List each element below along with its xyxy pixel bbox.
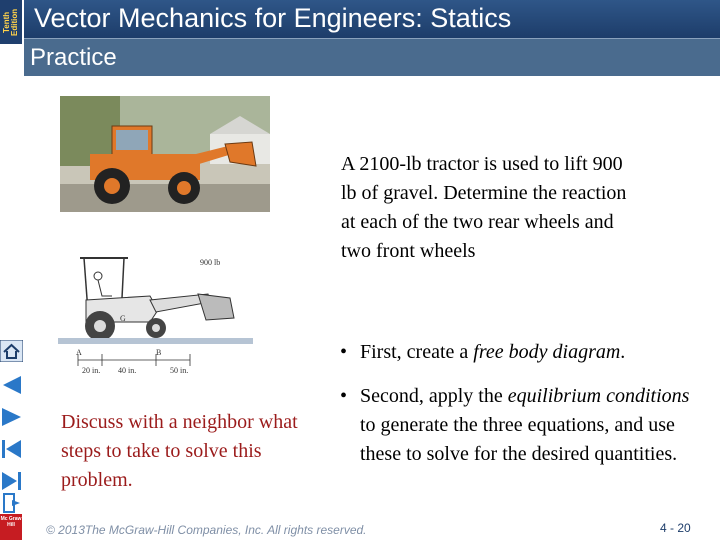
slide-subtitle: Practice bbox=[24, 38, 720, 76]
mcgraw-hill-logo: Mc Graw Hill bbox=[0, 514, 22, 540]
previous-slide-button[interactable] bbox=[0, 438, 23, 460]
bullet-item: • Second, apply the equilibrium conditions to generate the three equations, and use these to solve for the desired quantities. bbox=[340, 382, 700, 469]
exit-icon bbox=[0, 492, 23, 514]
dimension-2: 40 in. bbox=[118, 366, 137, 375]
page-number: 4 - 20 bbox=[660, 521, 691, 535]
bullet-list bbox=[340, 338, 700, 469]
point-g-label: G bbox=[120, 314, 126, 323]
load-label: 900 lb bbox=[200, 258, 221, 267]
tractor-photo bbox=[60, 96, 270, 212]
dimension-1: 20 in. bbox=[82, 366, 101, 375]
next-slide-button[interactable] bbox=[0, 406, 23, 428]
first-slide-icon bbox=[0, 374, 23, 396]
point-a-label: A bbox=[76, 348, 82, 357]
first-slide-button[interactable] bbox=[0, 374, 23, 396]
discussion-prompt: Discuss with a neighbor what steps to take to solve this problem. bbox=[61, 411, 298, 491]
last-slide-icon bbox=[0, 470, 23, 492]
next-slide-icon bbox=[0, 406, 23, 428]
bullet-marker: • bbox=[340, 341, 348, 363]
edition-label: Tenth Edition bbox=[0, 0, 22, 44]
home-button[interactable] bbox=[0, 340, 23, 362]
bullet-item: • First, create a free body diagram. bbox=[340, 338, 700, 367]
bullet-marker: • bbox=[340, 385, 348, 407]
last-slide-button[interactable] bbox=[0, 470, 23, 492]
problem-statement: A 2100-lb tractor is used to lift 900 lb of gravel. Determine the reaction at each of the two rear wheels and two front wheels bbox=[341, 153, 627, 262]
point-b-label: B bbox=[156, 348, 162, 357]
tractor-diagram bbox=[58, 252, 258, 380]
slide-title: Vector Mechanics for Engineers: Statics bbox=[24, 0, 720, 38]
copyright-notice: © 2013The McGraw-Hill Companies, Inc. All rights reserved. bbox=[46, 523, 367, 537]
previous-slide-icon bbox=[0, 438, 23, 460]
dimension-3: 50 in. bbox=[170, 366, 189, 375]
home-icon bbox=[0, 340, 23, 362]
exit-button[interactable] bbox=[0, 492, 23, 514]
